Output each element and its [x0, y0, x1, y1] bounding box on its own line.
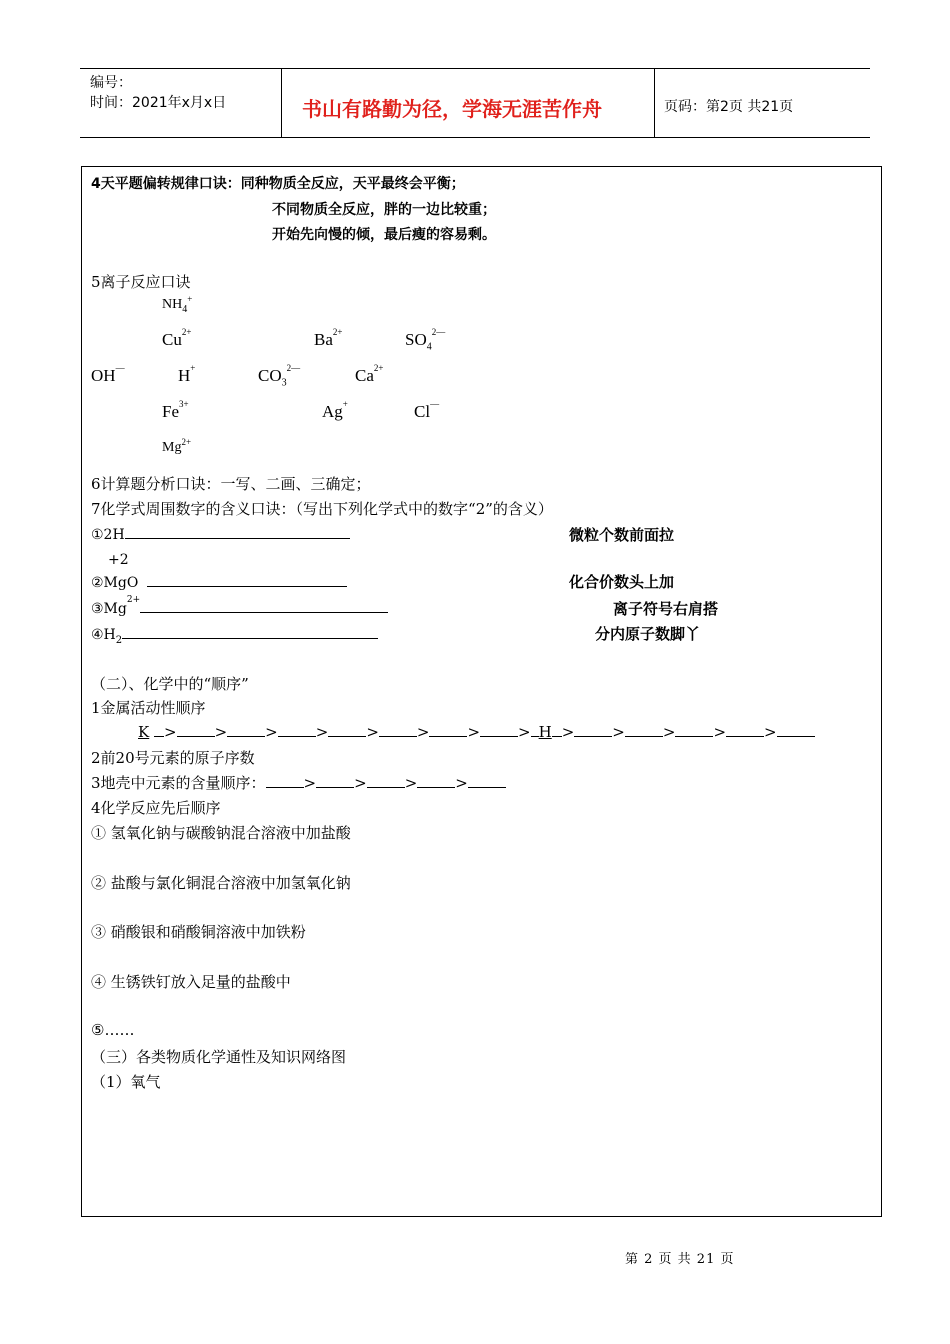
- arrow: >: [467, 723, 481, 741]
- arrow: >: [303, 774, 317, 792]
- arrow: >: [416, 723, 430, 741]
- arrow: >: [265, 723, 278, 741]
- ion-h: H+: [178, 363, 196, 385]
- reaction-item-3: ③ 硝酸银和硝酸铜溶液中加铁粉: [91, 923, 306, 941]
- header-divider: [654, 69, 655, 137]
- header-page-label: 页码：第2页 共21页: [664, 99, 794, 115]
- arrow: >: [404, 774, 418, 792]
- answer-blank[interactable]: [367, 773, 405, 788]
- ion-cl: Cl—: [414, 399, 440, 421]
- arrow: >: [764, 723, 777, 741]
- section4-line3: 开始先向慢的倾，最后瘦的容易剩。: [272, 227, 496, 243]
- part3-title: （三）各类物质化学通性及知识网络图: [91, 1048, 347, 1066]
- answer-blank[interactable]: [429, 722, 467, 737]
- answer-blank[interactable]: [266, 773, 304, 788]
- metal-activity-series: [138, 722, 815, 741]
- part3-oxygen: （1）氧气: [91, 1073, 161, 1091]
- answer-blank[interactable]: [125, 524, 350, 539]
- valence-mark: +2: [108, 552, 129, 568]
- header-motto: 书山有路勤为径，学海无涯苦作舟: [302, 97, 602, 121]
- arrow: >: [354, 774, 367, 792]
- arrow: >: [518, 723, 531, 741]
- meaning-item-3: $③Mg^{2+}$: [91, 598, 388, 617]
- answer-blank[interactable]: [328, 722, 366, 737]
- crust-abundance-title: 3地壳中元素的含量顺序：: [91, 774, 266, 792]
- crust-abundance-row: [91, 772, 506, 793]
- meaning-hint-1: 微粒个数前面拉: [569, 526, 675, 544]
- meaning-item-2: ②MgO: [91, 572, 347, 591]
- metal-k: K: [138, 723, 150, 741]
- ion-mg: $Mg^{2+}$: [162, 437, 192, 455]
- atomic-number-title: 2前20号元素的原子序数: [91, 749, 255, 767]
- meaning-item-1: ①2H: [91, 524, 350, 543]
- section4-line2: 不同物质全反应，胖的一边比较重；: [272, 202, 496, 218]
- meaning-hint-2: 化合价数头上加: [569, 573, 675, 591]
- reaction-item-4: ④ 生锈铁钉放入足量的盐酸中: [91, 973, 291, 991]
- metal-h: H: [538, 723, 552, 741]
- answer-blank[interactable]: [122, 624, 378, 639]
- doc-number-label: 编号：: [90, 75, 132, 91]
- answer-blank[interactable]: [147, 572, 347, 587]
- section5-title: 5离子反应口诀: [91, 273, 191, 291]
- meaning-hint-4: 分内原子数脚丫: [595, 625, 701, 643]
- ion-cu: $Cu^{2+}$: [162, 327, 192, 349]
- arrow: >: [662, 723, 676, 741]
- blank-spacer: [531, 722, 539, 737]
- answer-blank[interactable]: [379, 722, 417, 737]
- section7-title: 7化学式周围数字的含义口诀：（写出下列化学式中的数字“2”的含义）: [91, 500, 553, 518]
- answer-blank[interactable]: [468, 773, 506, 788]
- arrow: >: [164, 723, 177, 741]
- answer-blank[interactable]: [417, 773, 455, 788]
- section4-title: 4天平题偏转规律口诀：同种物质全反应，天平最终会平衡；: [91, 176, 465, 192]
- arrow: >: [713, 723, 727, 741]
- ion-ba: $Ba^{2+}$: [314, 327, 343, 349]
- ion-ca: $Ca^{2+}$: [355, 363, 384, 385]
- answer-blank[interactable]: [480, 722, 518, 737]
- answer-blank[interactable]: [177, 722, 215, 737]
- answer-blank[interactable]: [316, 773, 354, 788]
- metal-activity-title: 1金属活动性顺序: [91, 699, 206, 717]
- answer-blank[interactable]: [625, 722, 663, 737]
- meaning-hint-3: 离子符号右肩搭: [613, 600, 719, 618]
- answer-blank[interactable]: [574, 722, 612, 737]
- reaction-item-5: ⑤……: [91, 1021, 135, 1039]
- arrow: >: [366, 723, 379, 741]
- part2-title: （二）、化学中的“顺序”: [91, 675, 249, 693]
- blank-spacer: [154, 722, 164, 737]
- section6-title: 6计算题分析口诀：一写、二画、三确定；: [91, 475, 371, 493]
- meaning-item-4: $④H_2$: [91, 624, 378, 646]
- answer-blank[interactable]: [278, 722, 316, 737]
- ion-nh4: $NH_4^+$: [162, 294, 193, 315]
- ion-ag: Ag+: [322, 399, 348, 421]
- doc-time-label: 时间：2021年x月x日: [90, 95, 227, 111]
- arrow: >: [315, 723, 329, 741]
- answer-blank[interactable]: [140, 598, 388, 613]
- reaction-item-1: ① 氢氧化钠与碳酸钠混合溶液中加盐酸: [91, 824, 351, 842]
- ion-fe: $Fe^{3+}$: [162, 399, 189, 421]
- ion-so4: $SO_4^{2—}$: [405, 327, 446, 353]
- arrow: >: [214, 723, 228, 741]
- footer-page-number: 第 2 页 共 21 页: [625, 1252, 735, 1267]
- answer-blank[interactable]: [227, 722, 265, 737]
- arrow: >: [612, 723, 625, 741]
- ion-co3: $CO_3^{2—}$: [258, 363, 301, 389]
- header-divider: [281, 69, 282, 137]
- answer-blank[interactable]: [777, 722, 815, 737]
- blank-spacer: [552, 722, 562, 737]
- arrow: >: [561, 723, 575, 741]
- answer-blank[interactable]: [726, 722, 764, 737]
- ion-oh: OH—: [91, 363, 125, 385]
- reaction-item-2: ② 盐酸与氯化铜混合溶液中加氢氧化钠: [91, 874, 351, 892]
- reaction-order-title: 4化学反应先后顺序: [91, 799, 221, 817]
- answer-blank[interactable]: [675, 722, 713, 737]
- arrow: >: [455, 774, 468, 792]
